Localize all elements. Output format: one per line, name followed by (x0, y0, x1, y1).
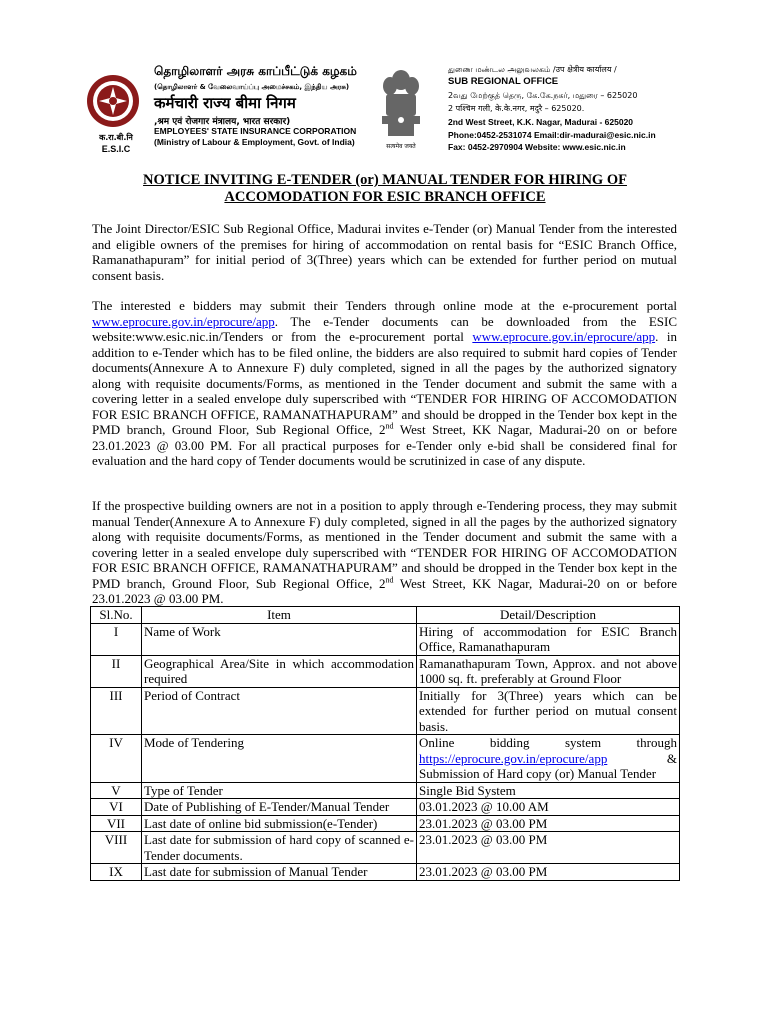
row-item: Name of Work (142, 623, 417, 655)
address-tamil: 2வது மேற்குத் தெரு, கே.கே.நகர், மதுரை – 625020 (448, 91, 638, 100)
notice-title-line1a: NOTICE INVITING E-TENDER (or) MANUAL TENDER (143, 172, 511, 188)
row-detail: Single Bid System (417, 782, 680, 799)
header-item: Item (142, 607, 417, 624)
office-name: SUB REGIONAL OFFICE (448, 76, 559, 87)
header-detail: Detail/Description (417, 607, 680, 624)
row-slno: V (91, 782, 142, 799)
office-tamil-hindi: துணை மண்டல அலுவலகம் /उप क्षेत्रीय कार्यालय / (448, 65, 617, 74)
esic-hindi-abbr: क.रा.बी.नि (99, 133, 133, 142)
row-item: Type of Tender (142, 782, 417, 799)
paragraph-etender (92, 298, 677, 469)
table-row (91, 799, 680, 816)
row-slno: IX (91, 864, 142, 881)
row-detail: Ramanathapuram Town, Approx. and not above 1000 sq. ft. preferably at Ground Floor (417, 655, 680, 687)
p3-superscript: nd (385, 575, 394, 585)
header-slno: Sl.No. (91, 607, 142, 624)
eprocure-link-2[interactable]: www.eprocure.gov.in/eprocure/app (472, 329, 656, 344)
tender-details-table (90, 606, 680, 881)
row-item: Date of Publishing of E-Tender/Manual Tender (142, 799, 417, 816)
row-detail: Hiring of accommodation for ESIC Branch Office, Ramanathapuram (417, 623, 680, 655)
english-ministry: (Ministry of Labour & Employment, Govt. of India) (154, 137, 355, 147)
row-item: Last date for submission of Manual Tender (142, 864, 417, 881)
row-slno: II (91, 655, 142, 687)
tamil-org-name: தொழிலாளர் அரசு காப்பீட்டுக் கழகம் (154, 64, 357, 78)
row-detail (417, 735, 680, 783)
letterhead (86, 62, 686, 162)
row-detail: 23.01.2023 @ 03.00 PM (417, 815, 680, 832)
eprocure-link-1[interactable]: www.eprocure.gov.in/eprocure/app (92, 313, 275, 329)
notice-title-line2: ACCOMODATION FOR ESIC BRANCH OFFICE (224, 189, 546, 205)
eprocure-link-3[interactable]: https://eprocure.gov.in/eprocure/app (419, 750, 608, 766)
emblem-caption: सत्यमेव जयते (386, 143, 416, 150)
row-slno: VIII (91, 832, 142, 864)
hindi-ministry: ,श्रम एवं रोजगार मंत्रालय, भारत सरकार) (154, 117, 291, 127)
notice-title (90, 172, 680, 206)
row-detail: 23.01.2023 @ 03.00 PM (417, 832, 680, 864)
table-row (91, 815, 680, 832)
row-detail: 23.01.2023 @ 03.00 PM (417, 864, 680, 881)
p3-text-a: If the prospective building owners are not in a position to apply through e-Tendering process, they may submit manual Tender(Annexure A to Annexure F) duly completed, signed in all the pages by the authorized signatory along with requisite documents/Forms, as mentioned in the Tender document and submit the same with a covering letter in a sealed envelope duly superscribed with “TENDER FOR HIRING OF ACCOMODATION FOR ESIC BRANCH OFFICE, RAMANATHAPURAM” and should be dropped in the Tender box kept in the PMD branch, Ground Floor, Sub Regional Office, 2 (92, 498, 677, 591)
table-row (91, 623, 680, 655)
row-item: Last date of online bid submission(e-Tender) (142, 815, 417, 832)
paragraph-invitation: The Joint Director/ESIC Sub Regional Office, Madurai invites e-Tender (or) Manual Tender from the interested and eligible owners of the premises for hiring of accommodation on rental basis for “ESIC Branch Office, Ramanathapuram” for initial period of 3(Three) years which can be extended for further period on mutual consent basis. (92, 221, 677, 283)
hindi-org-name: कर्मचारी राज्य बीमा निगम (154, 94, 296, 112)
esic-abbr: E.S.I.C (101, 144, 131, 154)
fax-website: Fax: 0452-2970904 Website: www.esic.nic.in (448, 142, 626, 152)
table-row (91, 782, 680, 799)
esic-logo-icon (86, 74, 140, 128)
table-header-row (91, 607, 680, 624)
row-item: Period of Contract (142, 687, 417, 735)
row-detail-a: Online bidding system through (419, 735, 677, 750)
tamil-ministry: (தொழிலாளர் & வேலைவாய்ப்பு அமைச்சகம், இந்திய அரசு) (154, 83, 350, 91)
phone-email: Phone:0452-2531074 Email:dir-madurai@esic.nic.in (448, 130, 656, 140)
p2-text-d: West Street, KK Nagar, Madurai-20 on or before 23.01.2023 @ 03.00 PM. For all practical purposes for e-Tender only e-bid shall be considered final for evaluation and the hard copy of Tender documents would be scrutinized in case of any dispute. (92, 422, 677, 468)
row-slno: IV (91, 735, 142, 783)
row-slno: VI (91, 799, 142, 816)
table-row (91, 832, 680, 864)
row-slno: III (91, 687, 142, 735)
notice-title-line1b: FOR HIRING OF (510, 172, 627, 188)
row-slno: I (91, 623, 142, 655)
row-item: Geographical Area/Site in which accommodation required (142, 655, 417, 687)
paragraph-manual-tender (92, 498, 677, 607)
p2-text-c: . in addition to e-Tender which has to be filed online, the bidders are also required to submit hard copies of Tender documents(Annexure A to Annexure F) duly completed, signed in all the pages by the authorized signatory along with requisite documents/Forms, as mentioned in the Tender document and submit the same with a covering letter in a sealed envelope duly superscribed with “TENDER FOR HIRING OF ACCOMODATION FOR ESIC BRANCH OFFICE, RAMANATHAPURAM” and should be dropped in the Tender box kept in the PMD branch, Ground Floor, Sub Regional Office, 2 (92, 329, 677, 437)
row-item: Mode of Tendering (142, 735, 417, 783)
table-row (91, 687, 680, 735)
p2-text-a: The interested e bidders may submit their Tenders through online mode at the e-procurement portal (92, 298, 677, 313)
row-detail: 03.01.2023 @ 10.00 AM (417, 799, 680, 816)
p3-text-b: West Street, KK Nagar, Madurai-20 on or before 23.01.2023 @ 03.00 PM. (92, 575, 677, 606)
row-detail-b: & Submission of Hard copy (or) Manual Tender (419, 750, 677, 781)
table-row (91, 864, 680, 881)
row-item: Last date for submission of hard copy of scanned e-Tender documents. (142, 832, 417, 864)
address-hindi: 2 पश्चिम गली, के.के.नगर, मदुरै – 625020. (448, 104, 585, 113)
table-row (91, 735, 680, 783)
english-org-name: EMPLOYEES' STATE INSURANCE CORPORATION (154, 126, 357, 136)
national-emblem-icon (378, 66, 424, 146)
p2-text-b: . The e-Tender documents can be downloaded from the ESIC website:www.esic.nic.in/Tenders or from the e-procurement portal (92, 313, 677, 344)
row-slno: VII (91, 815, 142, 832)
row-detail: Initially for 3(Three) years which can be extended for further period on mutual consent basis. (417, 687, 680, 735)
table-row (91, 655, 680, 687)
p2-superscript: nd (385, 421, 394, 431)
address-english: 2nd West Street, K.K. Nagar, Madurai - 625020 (448, 117, 634, 127)
